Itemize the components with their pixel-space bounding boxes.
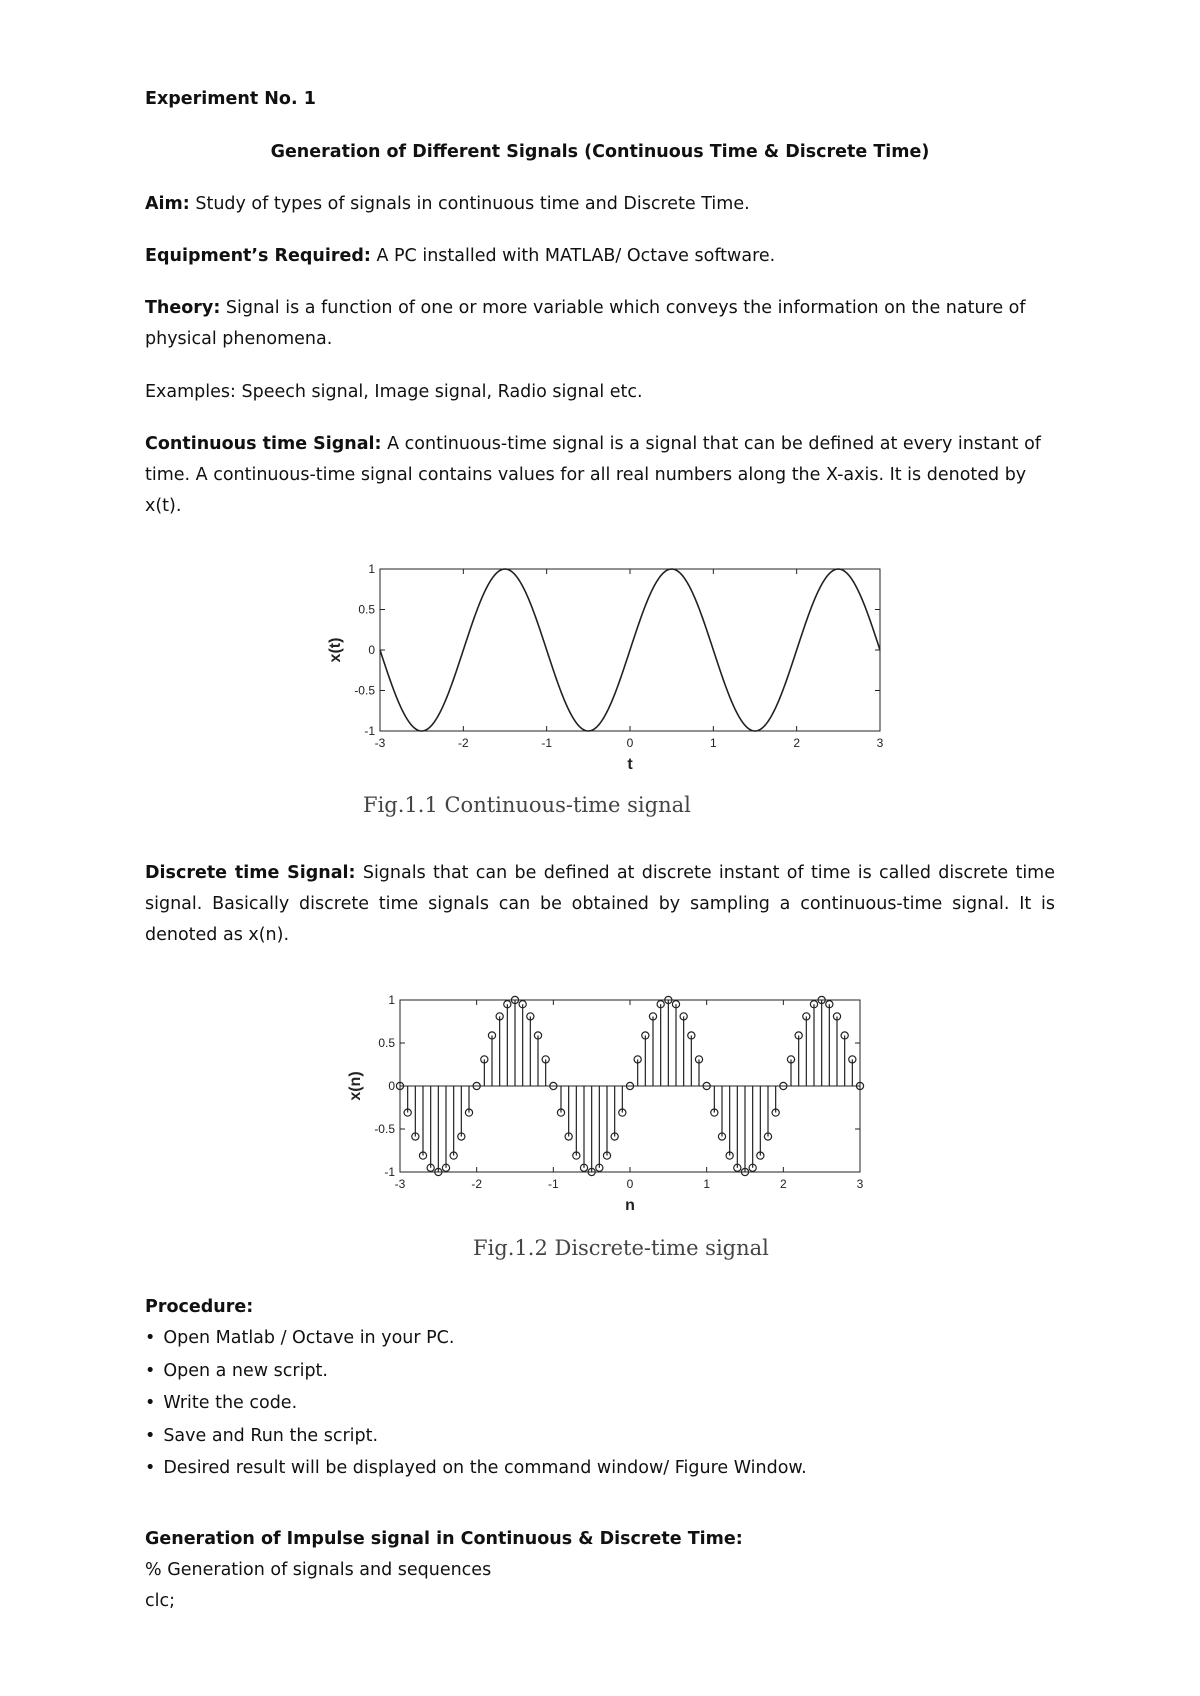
equipment-label: Equipment’s Required: xyxy=(145,246,371,266)
x-tick-label: 1 xyxy=(703,1177,711,1191)
discrete-text: Signals that can be defined at discrete instant of time is called discrete time signal. Basically discrete time signals can be obtained by sampling a continuous-time signal. It is denoted as x(n). xyxy=(145,863,1055,945)
procedure-step: • Write the code. xyxy=(145,1387,1045,1420)
continuous-paragraph xyxy=(145,429,1055,522)
theory-paragraph xyxy=(145,293,1055,355)
procedure-heading: Procedure: xyxy=(145,1297,254,1317)
continuous-signal-chart xyxy=(325,555,885,795)
x-tick-label: -2 xyxy=(471,1177,483,1191)
y-tick-label: 0 xyxy=(368,643,375,657)
equipment-paragraph xyxy=(145,241,1055,271)
x-tick-label: -3 xyxy=(394,1177,406,1191)
discrete-label: Discrete time Signal: xyxy=(145,863,356,883)
y-tick-label: 0 xyxy=(388,1079,395,1093)
procedure-step: • Save and Run the script. xyxy=(145,1420,1045,1453)
continuous-text: A continuous-time signal is a signal that can be defined at every instant of time. A continuous-time signal contains values for all real numbers along the X-axis. It is denoted by x(t). xyxy=(145,434,1041,516)
x-tick-label: 2 xyxy=(793,736,801,750)
figure-1-caption: Fig.1.1 Continuous-time signal xyxy=(363,793,691,817)
y-tick-label: -1 xyxy=(364,724,375,738)
code-line: clc; xyxy=(145,1591,176,1611)
aim-paragraph xyxy=(145,189,1055,219)
theory-text: Signal is a function of one or more variable which conveys the information on the nature of physical phenomena. xyxy=(145,298,1026,349)
document-title: Generation of Different Signals (Continuous Time & Discrete Time) xyxy=(270,142,930,162)
x-tick-label: 2 xyxy=(779,1177,787,1191)
x-axis-label: n xyxy=(625,1197,635,1214)
y-tick-label: -1 xyxy=(384,1165,395,1179)
equipment-text: A PC installed with MATLAB/ Octave software. xyxy=(370,246,776,266)
y-axis-label: x(t) xyxy=(327,637,344,663)
x-tick-label: 1 xyxy=(709,736,717,750)
x-tick-label: -1 xyxy=(541,736,553,750)
experiment-number: Experiment No. 1 xyxy=(145,89,316,109)
x-tick-label: -2 xyxy=(457,736,469,750)
code-line: % Generation of signals and sequences xyxy=(145,1560,492,1580)
x-axis-label: t xyxy=(627,756,633,773)
theory-label: Theory: xyxy=(145,298,221,318)
y-axis-label: x(n) xyxy=(347,1071,364,1101)
y-tick-label: 1 xyxy=(388,993,395,1007)
y-tick-label: 0.5 xyxy=(378,1036,395,1050)
y-tick-label: 0.5 xyxy=(358,602,375,617)
continuous-label: Continuous time Signal: xyxy=(145,434,382,454)
signal-curve xyxy=(380,569,880,731)
x-tick-label: 3 xyxy=(876,736,884,750)
x-tick-label: -3 xyxy=(374,736,386,750)
impulse-heading: Generation of Impulse signal in Continuous & Discrete Time: xyxy=(145,1529,743,1549)
x-tick-label: 3 xyxy=(856,1177,864,1191)
discrete-paragraph xyxy=(145,858,1055,951)
discrete-signal-chart xyxy=(340,980,880,1220)
examples-paragraph: Examples: Speech signal, Image signal, Radio signal etc. xyxy=(145,382,643,402)
procedure-step: • Open a new script. xyxy=(145,1355,1045,1388)
y-tick-label: 1 xyxy=(368,562,375,576)
figure-2-caption: Fig.1.2 Discrete-time signal xyxy=(473,1236,769,1260)
y-tick-label: -0.5 xyxy=(354,683,375,698)
continuous-plot-area xyxy=(327,562,884,773)
procedure-step: • Desired result will be displayed on the command window/ Figure Window. xyxy=(145,1452,1045,1485)
aim-label: Aim: xyxy=(145,194,190,214)
aim-text: Study of types of signals in continuous time and Discrete Time. xyxy=(189,194,750,214)
x-tick-label: -1 xyxy=(547,1177,559,1191)
x-tick-label: 0 xyxy=(626,1177,634,1191)
procedure-list xyxy=(145,1322,1045,1485)
x-tick-label: 0 xyxy=(626,736,634,750)
y-tick-label: -0.5 xyxy=(374,1122,395,1136)
procedure-step: • Open Matlab / Octave in your PC. xyxy=(145,1322,1045,1355)
discrete-plot-area xyxy=(347,993,864,1214)
